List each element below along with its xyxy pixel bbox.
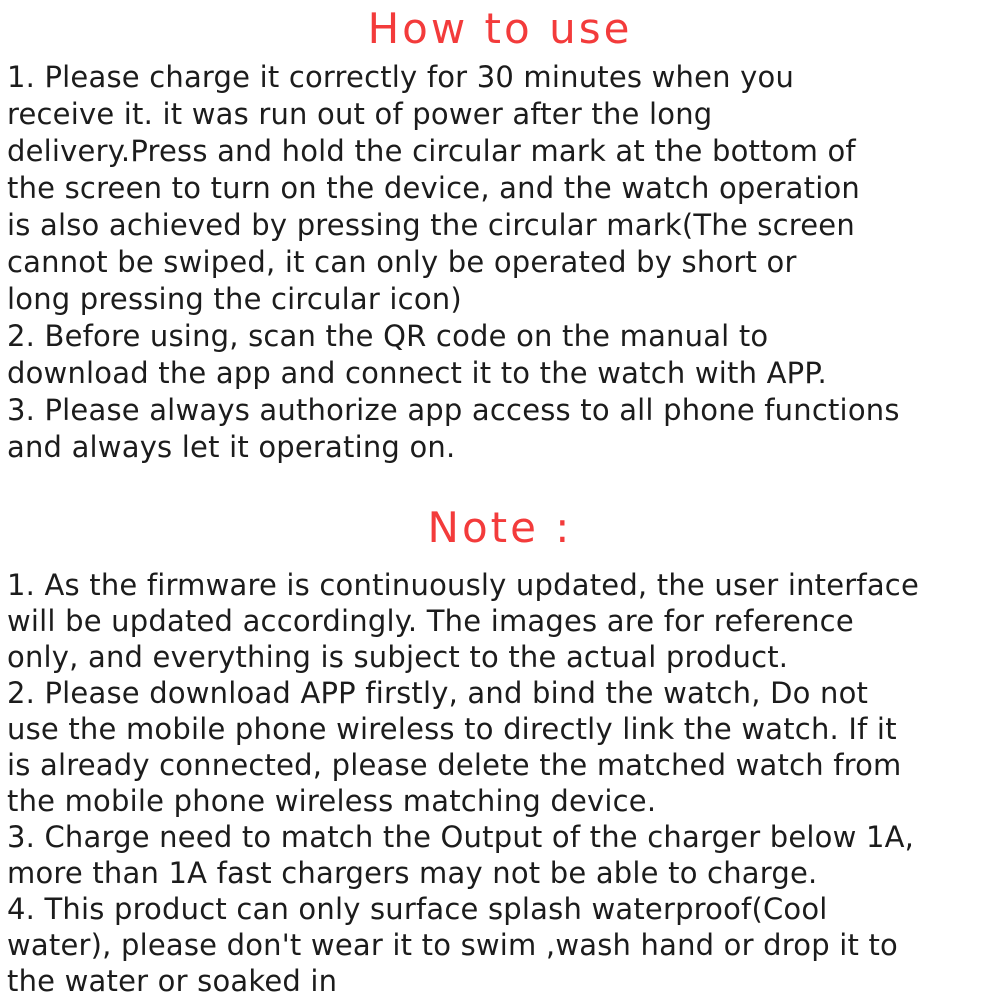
section-title-how-to-use: How to use	[367, 4, 633, 53]
text-line: more than 1A fast chargers may not be able to charge.	[7, 856, 818, 890]
text-line: download the app and connect it to the watch with APP.	[7, 356, 827, 390]
text-line: 2. Before using, scan the QR code on the manual to	[7, 319, 769, 353]
section-body-how-to-use	[0, 59, 1000, 466]
text-line: 3. Please always authorize app access to all phone functions	[7, 393, 900, 427]
text-line: long pressing the circular icon)	[7, 282, 462, 316]
text-line: cannot be swiped, it can only be operated by short or	[7, 245, 797, 279]
text-line: 1. Please charge it correctly for 30 minutes when you	[7, 60, 795, 94]
text-line: and always let it operating on.	[7, 430, 456, 464]
text-line: is also achieved by pressing the circular mark(The screen	[7, 208, 855, 242]
text-line: will be updated accordingly. The images are for reference	[7, 604, 854, 638]
text-line: use the mobile phone wireless to directly link the watch. If it	[7, 712, 897, 746]
text-line: 2. Please download APP firstly, and bind the watch, Do not	[7, 676, 869, 710]
text-line: 1. As the firmware is continuously updated, the user interface	[7, 568, 919, 602]
text-line: receive it. it was run out of power after the long	[7, 97, 713, 131]
text-line: only, and everything is subject to the actual product.	[7, 640, 789, 674]
text-line: 4. This product can only surface splash waterproof(Cool	[7, 892, 828, 926]
section-title-note: Note :	[427, 503, 573, 552]
text-line: the mobile phone wireless matching device.	[7, 784, 657, 818]
text-line: the water or soaked in	[7, 964, 338, 998]
text-line: is already connected, please delete the matched watch from	[7, 748, 902, 782]
text-line: 3. Charge need to match the Output of the charger below 1A,	[7, 820, 915, 854]
text-line: the screen to turn on the device, and the watch operation	[7, 171, 860, 205]
text-line: water), please don't wear it to swim ,wash hand or drop it to	[7, 928, 898, 962]
section-body-note	[0, 567, 1000, 999]
text-line: delivery.Press and hold the circular mark at the bottom of	[7, 134, 856, 168]
